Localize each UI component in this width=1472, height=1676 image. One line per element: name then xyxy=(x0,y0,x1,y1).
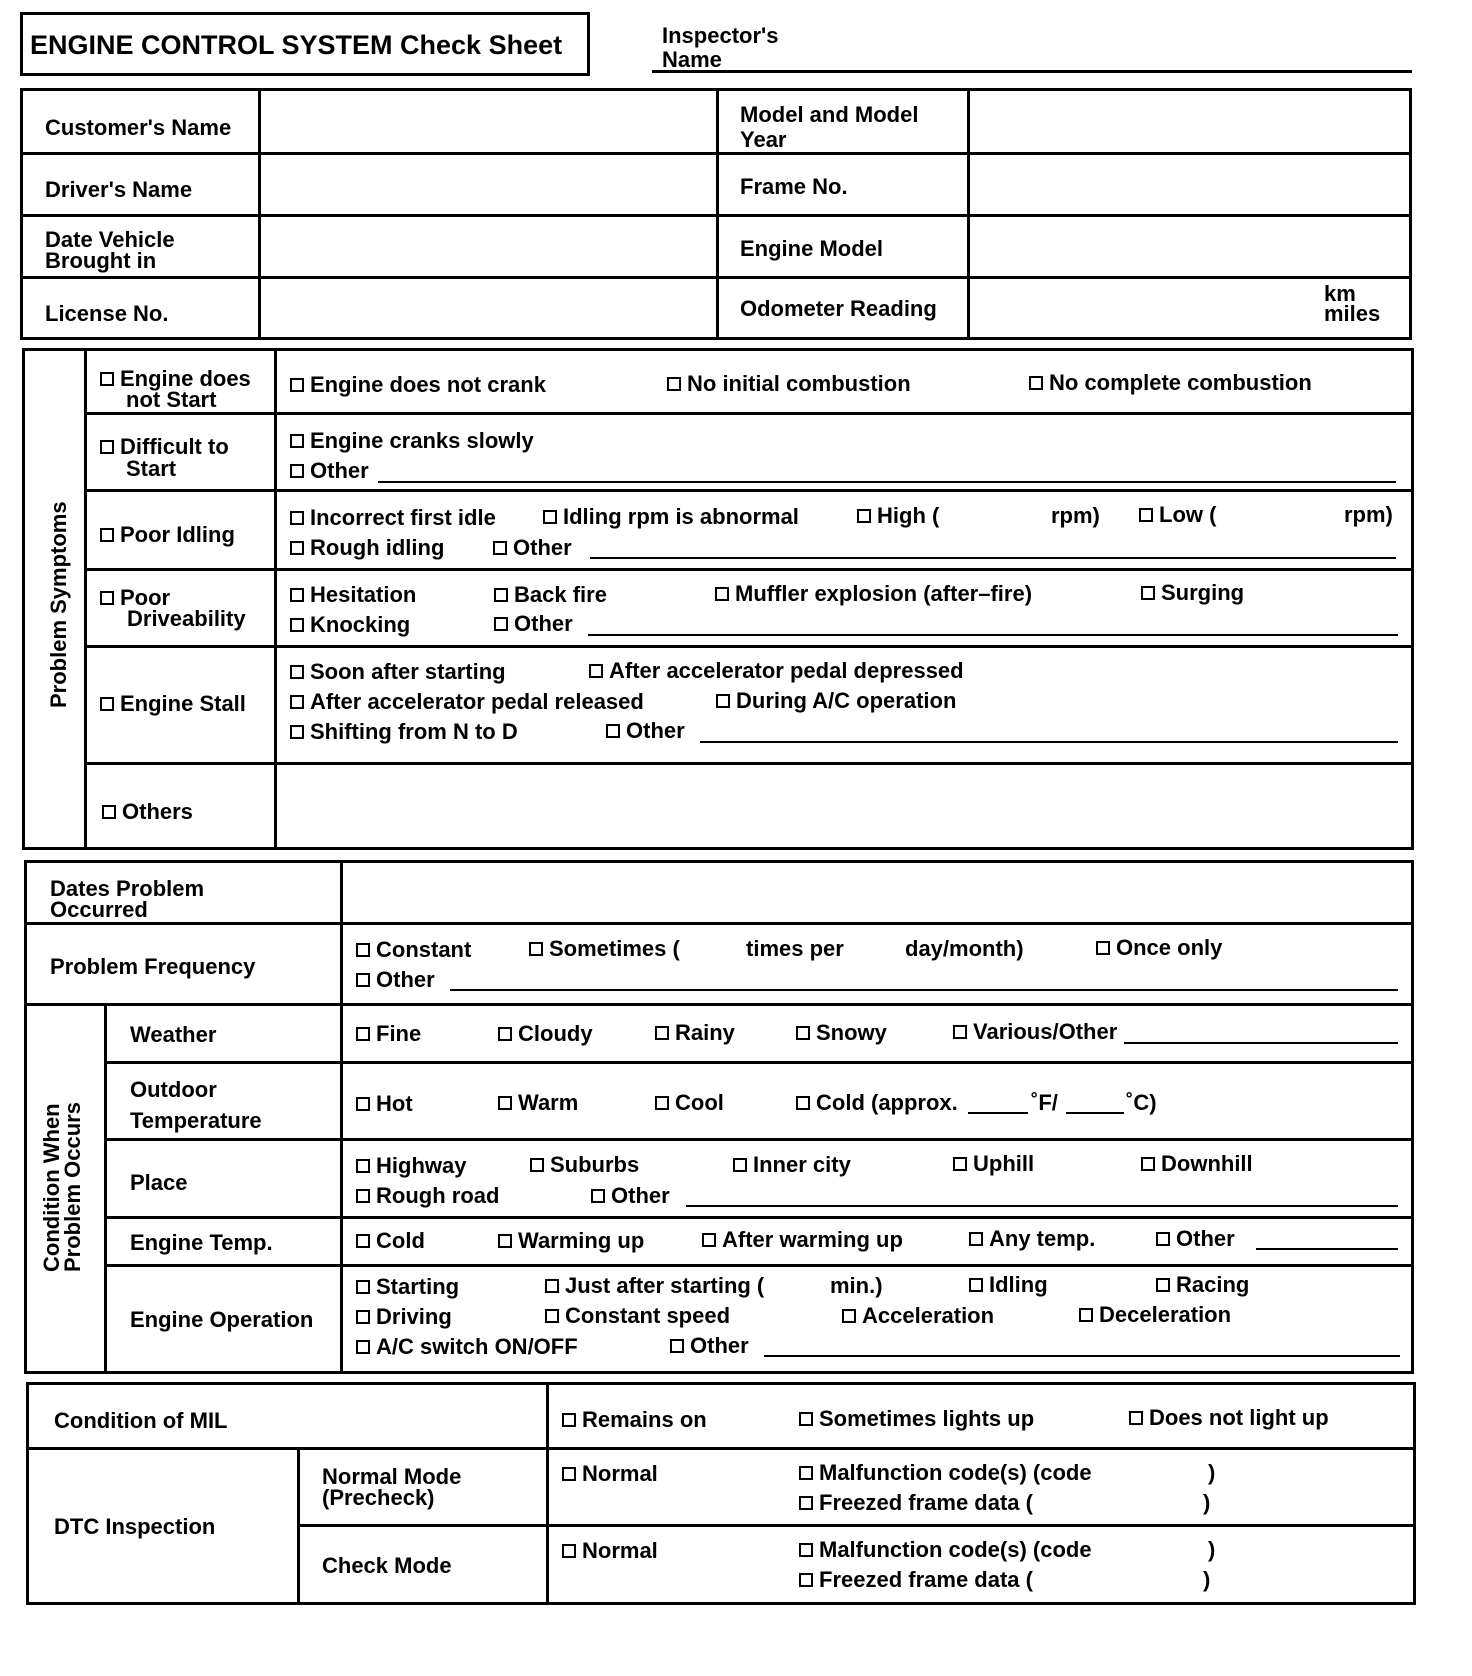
checkbox[interactable] xyxy=(1079,1308,1093,1322)
muffler-explosion-option[interactable]: Muffler explosion (after–fire) xyxy=(715,583,1032,605)
checkbox[interactable] xyxy=(498,1027,512,1041)
engine-temp-label: Engine Temp. xyxy=(130,1230,273,1255)
dates-occurred-label-line1: Dates Problem xyxy=(50,876,205,901)
checkbox[interactable] xyxy=(290,511,304,525)
checkbox[interactable] xyxy=(1029,376,1043,390)
incorrect-first-idle-option[interactable]: Incorrect first idle xyxy=(290,507,496,529)
miles-unit: miles xyxy=(1324,301,1381,326)
drivers-name-label: Driver's Name xyxy=(45,177,193,202)
others-label: Others xyxy=(102,801,193,823)
frame-no-field[interactable] xyxy=(971,156,1409,212)
stall-other-line[interactable] xyxy=(700,741,1398,743)
checkbox[interactable] xyxy=(799,1412,813,1426)
celsius-unit: ˚C) xyxy=(1126,1090,1157,1115)
warm-option[interactable]: Warm xyxy=(498,1092,578,1114)
check-mode-malfunction-option[interactable]: Malfunction code(s) (code xyxy=(799,1539,1092,1561)
mil-condition-label: Condition of MIL xyxy=(54,1408,228,1433)
ac-switch-option[interactable]: A/C switch ON/OFF xyxy=(356,1336,578,1358)
place-label: Place xyxy=(130,1170,188,1195)
deceleration-option[interactable]: Deceleration xyxy=(1079,1304,1231,1326)
drive-other-line[interactable] xyxy=(588,634,1398,636)
outdoor-temp-label-line2: Temperature xyxy=(130,1108,262,1133)
checkbox[interactable] xyxy=(1156,1278,1170,1292)
others-checkbox[interactable] xyxy=(102,805,116,819)
times-per-text: times per xyxy=(746,936,844,961)
odometer-field[interactable] xyxy=(971,280,1311,338)
checkbox[interactable] xyxy=(857,509,871,523)
checkbox[interactable] xyxy=(1096,941,1110,955)
sometimes-lights-up-option[interactable]: Sometimes lights up xyxy=(799,1408,1034,1430)
poor-drive-label-line1: Poor xyxy=(100,587,170,609)
checkbox[interactable] xyxy=(356,1340,370,1354)
checkbox[interactable] xyxy=(356,1234,370,1248)
difficult-other-line[interactable] xyxy=(378,481,1396,483)
km-unit: km xyxy=(1324,281,1356,306)
highway-option[interactable]: Highway xyxy=(356,1155,466,1177)
weather-label: Weather xyxy=(130,1022,217,1047)
poor-drive-checkbox[interactable] xyxy=(100,591,114,605)
no-initial-combustion-option[interactable]: No initial combustion xyxy=(667,373,911,395)
inspector-name-field[interactable] xyxy=(652,70,1412,73)
checkbox[interactable] xyxy=(356,1097,370,1111)
checkbox[interactable] xyxy=(733,1158,747,1172)
soon-after-starting-option[interactable]: Soon after starting xyxy=(290,661,506,683)
checkbox[interactable] xyxy=(290,541,304,555)
check-mode-label: Check Mode xyxy=(322,1553,452,1578)
checkbox[interactable] xyxy=(498,1096,512,1110)
checkbox[interactable] xyxy=(796,1096,810,1110)
normal-mode-malfunction-option[interactable]: Malfunction code(s) (code xyxy=(799,1462,1092,1484)
checkbox[interactable] xyxy=(498,1234,512,1248)
snowy-option[interactable]: Snowy xyxy=(796,1022,887,1044)
difficult-start-checkbox[interactable] xyxy=(100,440,114,454)
checkbox[interactable] xyxy=(969,1232,983,1246)
no-crank-option[interactable]: Engine does not crank xyxy=(290,374,546,396)
engine-op-other-line[interactable] xyxy=(764,1355,1400,1357)
checkbox[interactable] xyxy=(356,973,370,987)
pedal-released-option[interactable]: After accelerator pedal released xyxy=(290,691,644,713)
checkbox[interactable] xyxy=(842,1309,856,1323)
surging-option[interactable]: Surging xyxy=(1141,582,1244,604)
checkbox[interactable] xyxy=(562,1467,576,1481)
frequency-other-option[interactable]: Other xyxy=(356,969,435,991)
checkbox[interactable] xyxy=(606,724,620,738)
checkbox[interactable] xyxy=(589,664,603,678)
checkbox[interactable] xyxy=(494,588,508,602)
problem-frequency-label: Problem Frequency xyxy=(50,954,256,979)
downhill-option[interactable]: Downhill xyxy=(1141,1153,1253,1175)
difficult-start-label-line1: Difficult to xyxy=(100,436,229,458)
checkbox[interactable] xyxy=(529,942,543,956)
checkbox[interactable] xyxy=(799,1466,813,1480)
ac-operation-option[interactable]: During A/C operation xyxy=(716,690,956,712)
checkbox[interactable] xyxy=(799,1496,813,1510)
normal-mode-code-close: ) xyxy=(1208,1460,1216,1485)
various-other-option[interactable]: Various/Other xyxy=(953,1021,1117,1043)
checkbox[interactable] xyxy=(356,1310,370,1324)
dtc-inspection-label: DTC Inspection xyxy=(54,1514,216,1539)
back-fire-option[interactable]: Back fire xyxy=(494,584,607,606)
normal-mode-label-line1: Normal Mode xyxy=(322,1464,462,1489)
normal-mode-freeze-close: ) xyxy=(1203,1490,1211,1515)
uphill-option[interactable]: Uphill xyxy=(953,1153,1034,1175)
checkbox[interactable] xyxy=(290,665,304,679)
poor-idling-label: Poor Idling xyxy=(100,524,235,546)
engine-model-label: Engine Model xyxy=(740,236,883,261)
checkbox[interactable] xyxy=(670,1339,684,1353)
inspector-label-line1: Inspector's xyxy=(662,23,779,48)
inspector-label-line2: Name xyxy=(662,47,722,72)
checkbox[interactable] xyxy=(715,587,729,601)
constant-speed-option[interactable]: Constant speed xyxy=(545,1305,730,1327)
min-unit: min.) xyxy=(830,1273,883,1298)
condition-label-line1: Condition When xyxy=(39,1103,64,1272)
shifting-n-to-d-option[interactable]: Shifting from N to D xyxy=(290,721,518,743)
engine-operation-label: Engine Operation xyxy=(130,1307,314,1332)
checkbox[interactable] xyxy=(953,1025,967,1039)
idling-other-option[interactable]: Other xyxy=(493,537,572,559)
date-brought-label-line2: Brought in xyxy=(45,248,157,273)
checkbox[interactable] xyxy=(356,943,370,957)
stall-other-option[interactable]: Other xyxy=(606,720,685,742)
problem-symptoms-label: Problem Symptoms xyxy=(46,501,71,708)
frequency-other-line[interactable] xyxy=(450,989,1398,991)
license-no-field[interactable] xyxy=(262,280,712,338)
engine-stall-label: Engine Stall xyxy=(100,693,246,715)
once-only-option[interactable]: Once only xyxy=(1096,937,1222,959)
poor-idling-checkbox[interactable] xyxy=(100,528,114,542)
no-complete-combustion-option[interactable]: No complete combustion xyxy=(1029,372,1312,394)
fine-option[interactable]: Fine xyxy=(356,1023,421,1045)
rainy-option[interactable]: Rainy xyxy=(655,1022,735,1044)
just-after-starting-option[interactable]: Just after starting ( xyxy=(545,1275,764,1297)
idling-option[interactable]: Idling xyxy=(969,1274,1048,1296)
checkbox[interactable] xyxy=(290,725,304,739)
checkbox[interactable] xyxy=(356,1027,370,1041)
checkbox[interactable] xyxy=(545,1309,559,1323)
after-warming-up-option[interactable]: After warming up xyxy=(702,1229,903,1251)
normal-mode-normal-option[interactable]: Normal xyxy=(562,1463,658,1485)
remains-on-option[interactable]: Remains on xyxy=(562,1409,707,1431)
checkbox[interactable] xyxy=(290,434,304,448)
checkbox[interactable] xyxy=(953,1157,967,1171)
cold-approx-option[interactable]: Cold (approx. xyxy=(796,1092,958,1114)
checkbox[interactable] xyxy=(667,377,681,391)
temp-c-line[interactable] xyxy=(1066,1112,1124,1114)
no-start-label-line2: not Start xyxy=(126,387,217,412)
no-start-checkbox[interactable] xyxy=(100,372,114,386)
checkbox[interactable] xyxy=(655,1096,669,1110)
high-rpm-unit: rpm) xyxy=(1051,503,1100,528)
page-title: ENGINE CONTROL SYSTEM Check Sheet xyxy=(30,30,563,60)
engine-stall-checkbox[interactable] xyxy=(100,697,114,711)
idling-rpm-abnormal-option[interactable]: Idling rpm is abnormal xyxy=(543,506,799,528)
inner-city-option[interactable]: Inner city xyxy=(733,1154,851,1176)
difficult-other-option[interactable]: Other xyxy=(290,460,369,482)
engine-op-other-option[interactable]: Other xyxy=(670,1335,749,1357)
license-no-label: License No. xyxy=(45,301,169,326)
model-year-label-line2: Year xyxy=(740,127,787,152)
difficult-start-label-line2: Start xyxy=(126,456,177,481)
checkbox[interactable] xyxy=(799,1543,813,1557)
checkbox[interactable] xyxy=(290,588,304,602)
does-not-light-up-option[interactable]: Does not light up xyxy=(1129,1407,1329,1429)
check-mode-normal-option[interactable]: Normal xyxy=(562,1540,658,1562)
check-mode-code-close: ) xyxy=(1208,1537,1216,1562)
high-rpm-option[interactable]: High ( xyxy=(857,505,939,527)
checkbox[interactable] xyxy=(1141,586,1155,600)
checkbox[interactable] xyxy=(799,1573,813,1587)
checkbox[interactable] xyxy=(1129,1411,1143,1425)
checkbox[interactable] xyxy=(702,1233,716,1247)
constant-option[interactable]: Constant xyxy=(356,939,471,961)
any-temp-option[interactable]: Any temp. xyxy=(969,1228,1095,1250)
engine-model-field[interactable] xyxy=(971,218,1409,274)
racing-option[interactable]: Racing xyxy=(1156,1274,1249,1296)
checkbox[interactable] xyxy=(655,1026,669,1040)
checkbox[interactable] xyxy=(1139,508,1153,522)
dates-occurred-field[interactable] xyxy=(344,864,1410,920)
checkbox[interactable] xyxy=(290,618,304,632)
weather-other-line[interactable] xyxy=(1124,1042,1398,1044)
checkbox[interactable] xyxy=(562,1413,576,1427)
suburbs-option[interactable]: Suburbs xyxy=(530,1154,639,1176)
warming-up-option[interactable]: Warming up xyxy=(498,1230,644,1252)
low-rpm-option[interactable]: Low ( xyxy=(1139,504,1216,526)
place-other-option[interactable]: Other xyxy=(591,1185,670,1207)
checkbox[interactable] xyxy=(530,1158,544,1172)
checkbox[interactable] xyxy=(716,694,730,708)
frame-no-label: Frame No. xyxy=(740,174,848,199)
checkbox[interactable] xyxy=(562,1544,576,1558)
customers-name-label: Customer's Name xyxy=(45,115,232,140)
normal-mode-freeze-frame-option[interactable]: Freezed frame data ( xyxy=(799,1492,1033,1514)
drivers-name-field[interactable] xyxy=(262,156,712,212)
others-field[interactable] xyxy=(278,766,1410,846)
model-year-field[interactable] xyxy=(971,92,1409,150)
no-start-label-line1: Engine does xyxy=(100,368,251,390)
day-month-text: day/month) xyxy=(905,936,1024,961)
checkbox[interactable] xyxy=(1141,1157,1155,1171)
condition-label-line2: Problem Occurs xyxy=(60,1102,85,1272)
acceleration-option[interactable]: Acceleration xyxy=(842,1305,994,1327)
dates-occurred-label-line2: Occurred xyxy=(50,897,148,922)
checkbox[interactable] xyxy=(356,1189,370,1203)
checkbox[interactable] xyxy=(543,510,557,524)
engine-temp-other-line[interactable] xyxy=(1256,1248,1398,1250)
date-brought-label-line1: Date Vehicle xyxy=(45,227,175,252)
model-year-label-line1: Model and Model xyxy=(740,102,919,127)
checkbox[interactable] xyxy=(290,378,304,392)
drive-other-option[interactable]: Other xyxy=(494,613,573,635)
checkbox[interactable] xyxy=(356,1159,370,1173)
rough-road-option[interactable]: Rough road xyxy=(356,1185,499,1207)
customers-name-field[interactable] xyxy=(262,92,712,150)
starting-option[interactable]: Starting xyxy=(356,1276,459,1298)
cold-option[interactable]: Cold xyxy=(356,1230,425,1252)
cool-option[interactable]: Cool xyxy=(655,1092,724,1114)
poor-drive-label-line2: Driveability xyxy=(127,606,246,631)
cranks-slowly-option[interactable]: Engine cranks slowly xyxy=(290,430,534,452)
idling-other-line[interactable] xyxy=(590,557,1396,559)
fahrenheit-unit: ˚F/ xyxy=(1031,1090,1058,1115)
checkbox[interactable] xyxy=(290,695,304,709)
odometer-label: Odometer Reading xyxy=(740,296,937,321)
normal-mode-label-line2: (Precheck) xyxy=(322,1485,435,1510)
checkbox[interactable] xyxy=(493,541,507,555)
outdoor-temp-label-line1: Outdoor xyxy=(130,1077,217,1102)
check-mode-freeze-close: ) xyxy=(1203,1567,1211,1592)
checkbox[interactable] xyxy=(969,1278,983,1292)
checkbox[interactable] xyxy=(1156,1232,1170,1246)
knocking-option[interactable]: Knocking xyxy=(290,614,410,636)
check-mode-freeze-frame-option[interactable]: Freezed frame data ( xyxy=(799,1569,1033,1591)
checkbox[interactable] xyxy=(290,464,304,478)
temp-f-line[interactable] xyxy=(968,1112,1028,1114)
checkbox[interactable] xyxy=(591,1189,605,1203)
checkbox[interactable] xyxy=(494,617,508,631)
checkbox[interactable] xyxy=(356,1280,370,1294)
pedal-depressed-option[interactable]: After accelerator pedal depressed xyxy=(589,660,964,682)
date-brought-field[interactable] xyxy=(262,218,712,274)
low-rpm-unit: rpm) xyxy=(1344,502,1393,527)
place-other-line[interactable] xyxy=(686,1205,1398,1207)
engine-temp-other-option[interactable]: Other xyxy=(1156,1228,1235,1250)
hot-option[interactable]: Hot xyxy=(356,1093,413,1115)
checkbox[interactable] xyxy=(545,1279,559,1293)
rough-idling-option[interactable]: Rough idling xyxy=(290,537,444,559)
sometimes-option[interactable]: Sometimes ( xyxy=(529,938,680,960)
hesitation-option[interactable]: Hesitation xyxy=(290,584,416,606)
driving-option[interactable]: Driving xyxy=(356,1306,452,1328)
checkbox[interactable] xyxy=(796,1026,810,1040)
cloudy-option[interactable]: Cloudy xyxy=(498,1023,593,1045)
